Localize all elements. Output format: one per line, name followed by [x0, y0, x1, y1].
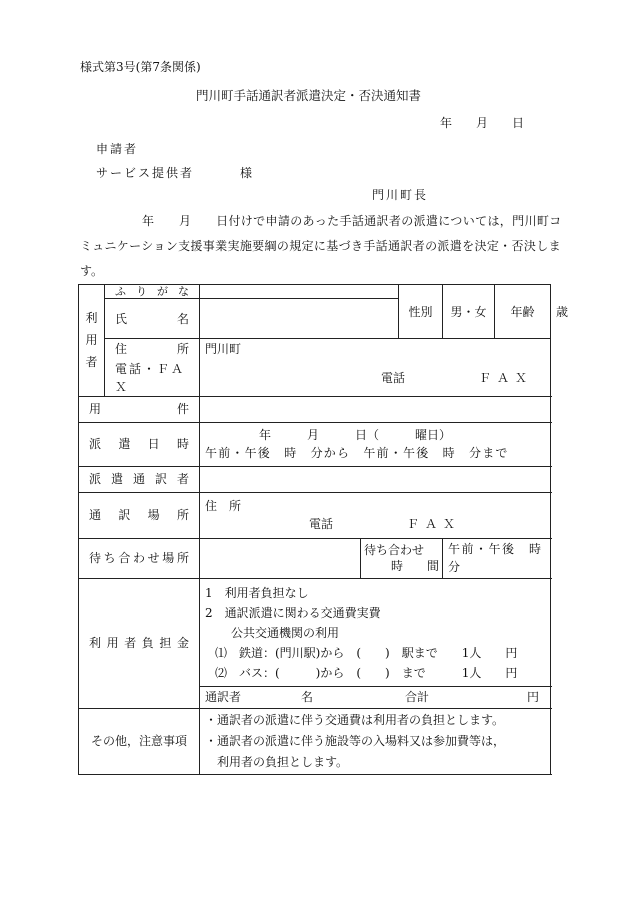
- user-label: 利 用 者: [79, 285, 105, 397]
- body-line-1: 年 月 日付けで申請のあった手話通訳者の派遣については，門川町コ: [142, 214, 562, 228]
- note-2: ・通訳者の派遣に伴う施設等の入場料又は参加費等は，: [205, 733, 506, 748]
- phone-label: 電話: [380, 370, 405, 385]
- interpreter-label: 派 遣 通 訳 者: [79, 466, 200, 492]
- notes-field: [200, 708, 551, 774]
- purpose-label: 用 件: [79, 396, 200, 422]
- age-label: 年齢: [495, 285, 551, 339]
- interpreter-count-label: 通訳者 名: [205, 690, 314, 704]
- name-field[interactable]: [200, 299, 399, 339]
- public-transport-label: 公共交通機関の利用: [231, 625, 340, 640]
- place-label: 通 訳 場 所: [79, 492, 200, 538]
- interpreter-field[interactable]: [200, 466, 551, 492]
- rail-line: ⑴ 鉄道：(門川駅)から ( ) 駅まで 1人 円: [215, 645, 518, 660]
- form-number: 様式第3号(第7条関係): [80, 60, 201, 74]
- name-label: 氏 名: [105, 299, 200, 339]
- gender-value[interactable]: 男・女: [443, 285, 495, 339]
- place-address-label: 住 所: [205, 499, 242, 513]
- address-value[interactable]: 門川町: [200, 339, 551, 360]
- document-title: 門川町手話通訳者派遣決定・否決通知書: [196, 88, 422, 103]
- burden-options[interactable]: [200, 578, 551, 686]
- note-3: 利用者の負担とします。: [217, 754, 349, 769]
- notes-label: その他，注意事項: [79, 708, 200, 774]
- address-label: 住 所: [105, 339, 200, 360]
- phone-fax-label: 電話・ＦＡＸ: [105, 360, 200, 397]
- sender-mayor: 門川町長: [372, 188, 429, 202]
- dispatch-time: 午前・午後 時 分から 午前・午後 時 分まで: [205, 446, 509, 460]
- interpreter-total-row[interactable]: [200, 686, 551, 708]
- meeting-time-label: 待ち合わせ 時 間: [361, 538, 443, 578]
- dispatch-datetime-label: 派 遣 日 時: [79, 422, 200, 466]
- furigana-label: ふ り が な: [105, 285, 200, 299]
- burden-option-2: 2 通訳派遣に関わる交通費実費: [205, 605, 381, 620]
- dispatch-table: 利 用 者 ふ り が な 性別 男・女 年齢 歳 氏 名 住 所 門川町 電話・ＦＡＸ 電話 ＦＡＸ 用 件 派 遣 日 時 年 月 日（ 曜日） 午前・午後 時 分から 午前・午後 時 分まで 派 遣 通 訳 者 通 訳 場 所 住 所 電話 ＦＡＸ 待 ち 合 わ せ 場 所 待ち合わせ 時 間 午前・午後 時 分 利 用 者 負 担 金 1 利用者負担なし 2 通訳派遣に関わる交通費実費 公共交通機関の利用 ⑴ 鉄道：(門川駅)から ( ) 駅まで 1人 円 ⑵ バス：( )から ( ) まで 1人 円 通訳者 名 合計 円 その他，注意事項 ・通訳者の派遣に伴う交通費は利用者の負担とします。 ・通訳者の派遣に伴う施設等の入場料又は参加費等は， 利用者の負担とします。: [78, 284, 551, 775]
- place-field[interactable]: [200, 492, 551, 538]
- bus-line: ⑵ バス：( )から ( ) まで 1人 円: [215, 665, 518, 680]
- total-yen: 円: [526, 690, 539, 704]
- burden-option-1: 1 利用者負担なし: [205, 585, 309, 600]
- gender-label: 性別: [399, 285, 443, 339]
- dispatch-date: 年 月 日（ 曜日）: [259, 428, 452, 442]
- fax-label: ＦＡＸ: [478, 370, 533, 385]
- meeting-time-field[interactable]: 午前・午後 時 分: [443, 538, 551, 578]
- dispatch-datetime-field[interactable]: [200, 422, 551, 466]
- applicant-label: 申請者: [96, 142, 139, 156]
- meeting-place-field[interactable]: [200, 538, 361, 578]
- honorific: 様: [240, 166, 253, 180]
- place-fax-label: ＦＡＸ: [406, 517, 461, 531]
- burden-label: 利 用 者 負 担 金: [79, 578, 200, 708]
- body-line-2: ミュニケーション支援事業実施要綱の規定に基づき手話通訳者の派遣を決定・否決しま: [80, 239, 561, 253]
- body-line-3: す。: [80, 264, 104, 278]
- total-label: 合計: [405, 690, 430, 704]
- provider-label: サービス提供者: [96, 166, 195, 180]
- furigana-field[interactable]: [200, 285, 399, 299]
- place-phone-label: 電話: [308, 517, 333, 531]
- purpose-field[interactable]: [200, 396, 551, 422]
- note-1: ・通訳者の派遣に伴う交通費は利用者の負担とします。: [205, 712, 505, 727]
- issue-date: 年 月 日: [440, 116, 525, 130]
- meeting-place-label: 待 ち 合 わ せ 場 所: [79, 538, 200, 578]
- phone-fax-field[interactable]: [200, 360, 551, 397]
